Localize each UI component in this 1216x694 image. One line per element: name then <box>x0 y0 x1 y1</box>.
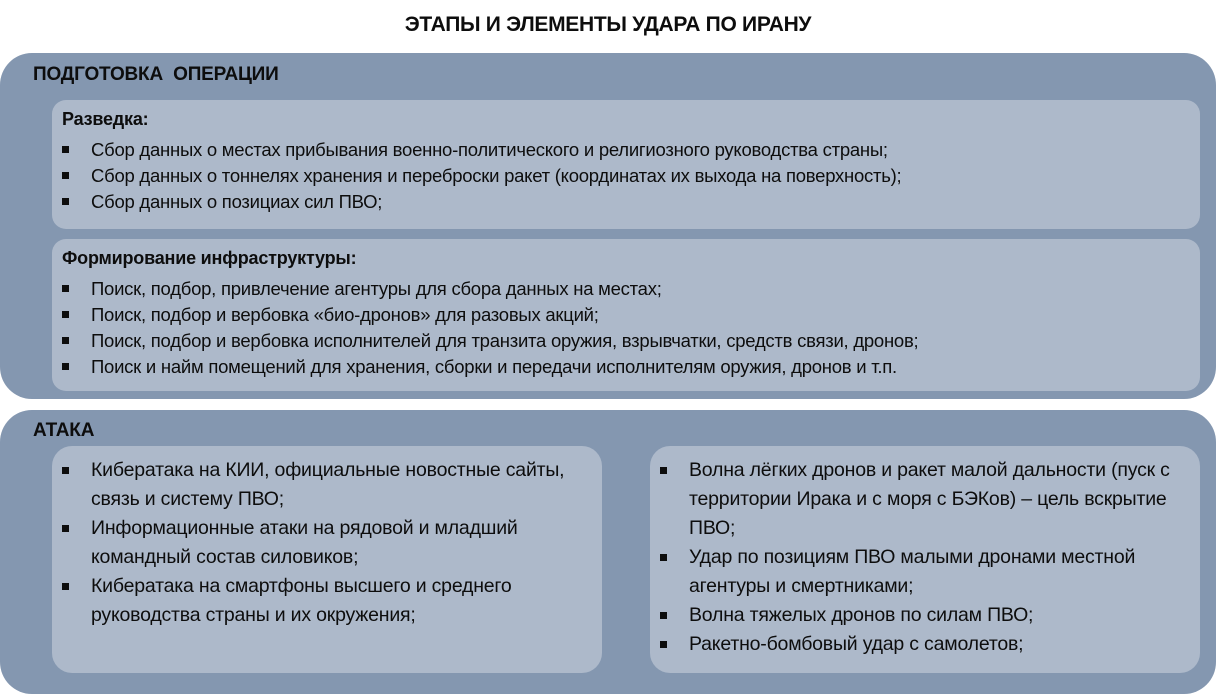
list-item <box>660 456 1186 543</box>
list-item-text: Информационные атаки на рядовой и младший командный состав силовиков; <box>91 517 518 568</box>
list-item <box>62 137 1190 163</box>
list-item <box>62 456 588 514</box>
list-item <box>62 276 1190 302</box>
page-title: ЭТАПЫ И ЭЛЕМЕНТЫ УДАРА ПО ИРАНУ <box>404 13 812 36</box>
square-bullet-icon <box>62 302 69 328</box>
list-item <box>660 543 1186 601</box>
list-item <box>660 630 1186 659</box>
square-bullet-icon <box>62 514 69 572</box>
cyber-info-attack-box <box>52 446 602 673</box>
reconnaissance-list <box>62 137 1190 215</box>
square-bullet-icon <box>62 354 69 380</box>
square-bullet-icon <box>62 189 69 215</box>
infrastructure-box <box>52 239 1200 391</box>
square-bullet-icon <box>62 328 69 354</box>
list-item-text: Сбор данных о местах прибывания военно-политического и религиозного руководства страны; <box>91 139 888 160</box>
list-item-text: Кибератака на смартфоны высшего и среднего руководства страны и их окружения; <box>91 575 512 626</box>
cyber-info-attack-list <box>62 456 588 630</box>
list-item-text: Поиск и найм помещений для хранения, сборки и передачи исполнителям оружия, дронов и т.п. <box>91 356 897 377</box>
list-item-text: Ракетно-бомбовый удар с самолетов; <box>689 633 1024 655</box>
reconnaissance-heading: Разведка: <box>62 109 149 129</box>
square-bullet-icon <box>660 601 667 630</box>
square-bullet-icon <box>62 572 69 630</box>
list-item <box>62 328 1190 354</box>
kinetic-attack-box <box>650 446 1200 673</box>
attack-panel <box>0 410 1216 694</box>
preparation-title: ПОДГОТОВКА ОПЕРАЦИИ <box>33 64 279 85</box>
square-bullet-icon <box>660 630 667 659</box>
list-item <box>62 572 588 630</box>
list-item <box>62 189 1190 215</box>
attack-title: АТАКА <box>33 420 95 441</box>
square-bullet-icon <box>62 456 69 514</box>
list-item <box>660 601 1186 630</box>
list-item <box>62 163 1190 189</box>
list-item-text: Сбор данных о позициах сил ПВО; <box>91 191 383 212</box>
list-item-text: Волна лёгких дронов и ракет малой дальности (пуск с территории Ирака и с моря с БЭКов) – цель вскрытие ПВО; <box>689 459 1170 539</box>
preparation-panel <box>0 53 1216 399</box>
list-item-text: Сбор данных о тоннелях хранения и переброски ракет (координатах их выхода на поверхность); <box>91 165 902 186</box>
infrastructure-list <box>62 276 1190 380</box>
square-bullet-icon <box>62 163 69 189</box>
square-bullet-icon <box>660 543 667 601</box>
reconnaissance-box <box>52 100 1200 229</box>
list-item <box>62 514 588 572</box>
list-item-text: Кибератака на КИИ, официальные новостные сайты, связь и систему ПВО; <box>91 459 565 510</box>
square-bullet-icon <box>62 137 69 163</box>
list-item-text: Поиск, подбор, привлечение агентуры для сбора данных на местах; <box>91 278 662 299</box>
list-item-text: Удар по позициям ПВО малыми дронами местной агентуры и смертниками; <box>689 546 1136 597</box>
list-item <box>62 354 1190 380</box>
list-item-text: Волна тяжелых дронов по силам ПВО; <box>689 604 1034 626</box>
list-item <box>62 302 1190 328</box>
list-item-text: Поиск, подбор и вербовка «био-дронов» для разовых акций; <box>91 304 599 325</box>
kinetic-attack-list <box>660 456 1186 659</box>
square-bullet-icon <box>62 276 69 302</box>
infrastructure-heading: Формирование инфраструктуры: <box>62 248 357 268</box>
square-bullet-icon <box>660 456 667 543</box>
list-item-text: Поиск, подбор и вербовка исполнителей для транзита оружия, взрывчатки, средств связи, дронов; <box>91 330 919 351</box>
